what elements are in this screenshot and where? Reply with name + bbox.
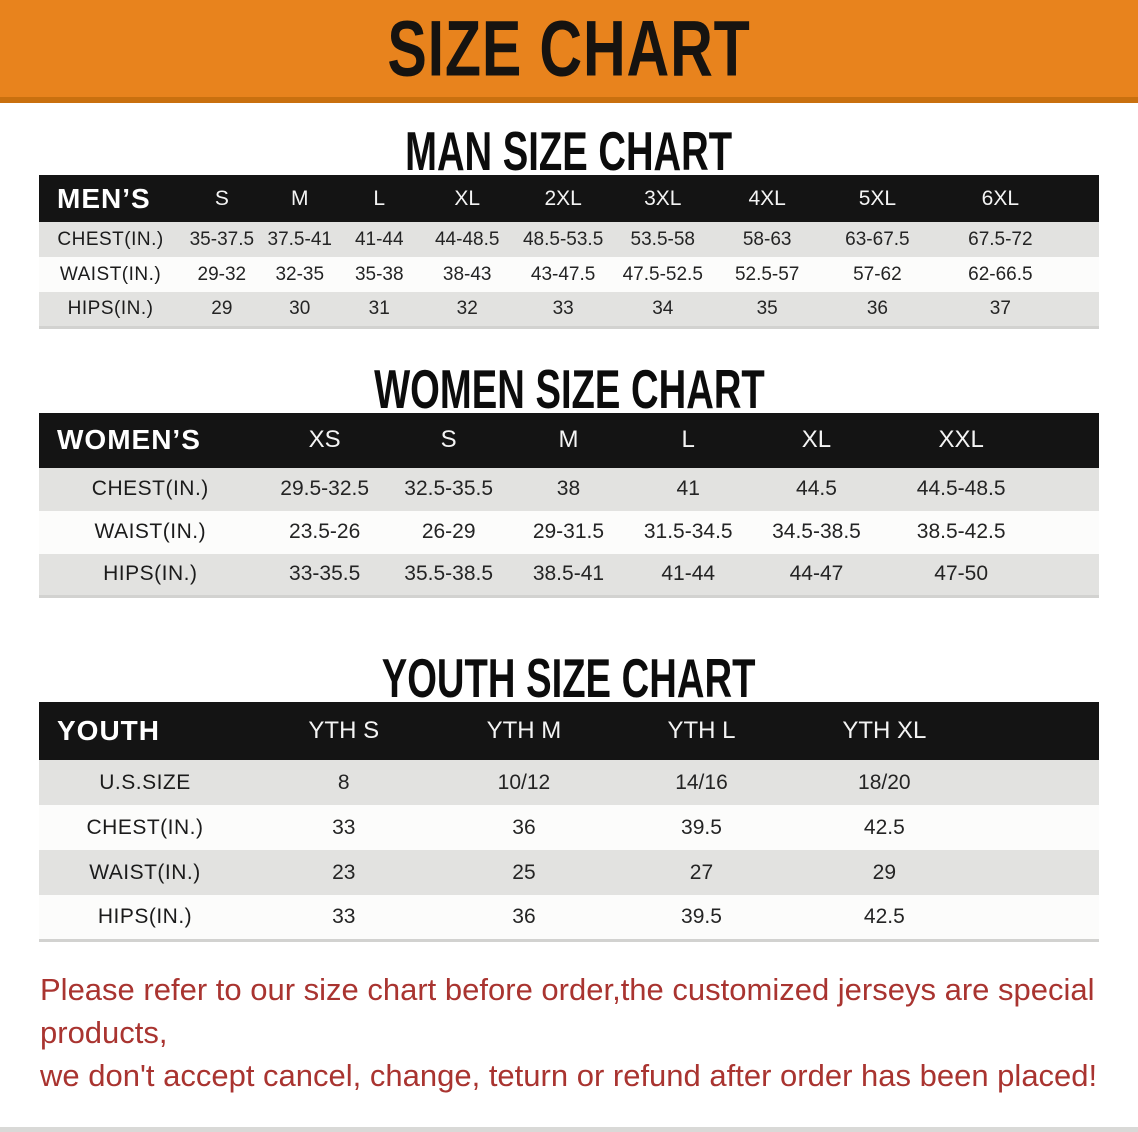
cell: 67.5-72 [968, 228, 1033, 250]
cell: 33 [332, 815, 356, 839]
cell: 41-44 [661, 562, 716, 586]
disclaimer-line-2: we don't accept cancel, change, teturn or refund after order has been placed! [40, 1057, 1098, 1093]
cell: 38.5-42.5 [916, 520, 1006, 543]
men-chest-row [39, 222, 1099, 257]
men-section-heading [0, 121, 1138, 183]
cell: 23 [332, 860, 356, 884]
size-column-header: 3XL [644, 186, 682, 210]
cell: 52.5-57 [734, 263, 800, 285]
women-hips-row [39, 554, 1099, 597]
women-chest-row [39, 468, 1099, 511]
cell: 39.5 [681, 815, 722, 839]
row-label: CHEST(IN.) [86, 815, 204, 839]
cell: 10/12 [497, 770, 551, 794]
size-column-header: YTH S [308, 717, 380, 744]
youth-size-table [39, 702, 1099, 942]
size-column-header: 2XL [544, 186, 582, 210]
size-column-header: 5XL [858, 186, 897, 210]
cell: 44.5 [796, 477, 837, 500]
cell: 44-47 [789, 562, 844, 586]
cell: 36 [866, 297, 888, 319]
men-heading-text: MAN SIZE CHART [405, 121, 733, 183]
size-column-header: YTH M [486, 717, 562, 744]
cell: 31 [368, 297, 390, 319]
size-column-header: XL [801, 426, 832, 453]
cell: 8 [337, 770, 350, 794]
row-label: CHEST(IN.) [91, 477, 209, 500]
youth-header-row [39, 702, 1099, 760]
men-waist-row [39, 257, 1099, 292]
spacer-cell [1039, 511, 1099, 554]
size-column-header: XXL [938, 426, 984, 453]
cell: 62-66.5 [968, 263, 1033, 285]
cell: 37 [989, 297, 1011, 319]
youth-heading-text: YOUTH SIZE CHART [382, 648, 756, 710]
cell: 63-67.5 [845, 228, 910, 250]
bottom-edge-strip [0, 1127, 1138, 1132]
spacer-cell [977, 702, 1099, 760]
cell: 43-47.5 [530, 263, 596, 285]
size-column-header: YTH L [667, 717, 736, 744]
cell: 41-44 [354, 228, 404, 250]
cell: 33 [332, 904, 356, 928]
youth-waist-row [39, 850, 1099, 895]
cell: 27 [689, 860, 714, 884]
spacer-cell [1039, 468, 1099, 511]
cell: 34.5-38.5 [772, 520, 861, 543]
women-table-title: WOMEN’S [57, 424, 201, 455]
size-column-header: S [214, 186, 229, 210]
men-table-title: MEN’S [57, 182, 151, 214]
cell: 29 [211, 297, 233, 319]
youth-section-heading [0, 648, 1138, 710]
cell: 38-43 [442, 263, 492, 285]
cell: 38.5-41 [532, 562, 605, 586]
banner-title: SIZE CHART [387, 4, 751, 93]
cell: 32 [456, 297, 478, 319]
youth-ussize-row [39, 760, 1099, 805]
spacer-cell [977, 850, 1099, 895]
cell: 31.5-34.5 [643, 520, 733, 543]
size-column-header: YTH XL [842, 717, 927, 744]
row-label: WAIST(IN.) [94, 520, 207, 543]
cell: 39.5 [681, 904, 722, 928]
banner [0, 0, 1138, 103]
spacer-cell [1067, 292, 1099, 327]
spacer-cell [1039, 413, 1099, 468]
cell: 29-32 [197, 263, 247, 285]
disclaimer-text [40, 968, 1100, 1097]
spacer-cell [1039, 554, 1099, 597]
cell: 26-29 [421, 520, 476, 543]
cell: 29 [872, 860, 896, 884]
size-column-header: M [558, 426, 579, 453]
spacer-cell [977, 805, 1099, 850]
size-column-header: M [291, 186, 309, 210]
spacer-cell [1067, 222, 1099, 257]
cell: 35.5-38.5 [404, 562, 494, 586]
women-section-heading [0, 359, 1138, 420]
row-label: U.S.SIZE [99, 770, 191, 794]
cell: 36 [512, 815, 536, 839]
cell: 41 [676, 477, 700, 500]
cell: 32-35 [275, 263, 325, 285]
cell: 14/16 [675, 770, 728, 794]
row-label: WAIST(IN.) [89, 860, 201, 884]
size-column-header: XL [454, 186, 481, 210]
size-column-header: S [440, 426, 457, 453]
cell: 58-63 [742, 228, 792, 250]
size-column-header: 6XL [981, 186, 1020, 210]
cell: 33-35.5 [289, 562, 361, 586]
youth-chest-row [39, 805, 1099, 850]
spacer-cell [1067, 257, 1099, 292]
cell: 34 [652, 297, 674, 319]
cell: 38 [556, 477, 581, 500]
men-size-table [39, 175, 1099, 329]
size-column-header: XS [308, 426, 341, 453]
cell: 29-31.5 [532, 520, 605, 543]
cell: 37.5-41 [267, 228, 332, 250]
row-label: HIPS(IN.) [103, 562, 198, 586]
cell: 53.5-58 [630, 228, 695, 250]
women-waist-row [39, 511, 1099, 554]
disclaimer-line-1: Please refer to our size chart before order,the customized jerseys are special products, [40, 971, 1095, 1050]
size-column-header: L [681, 426, 695, 453]
youth-hips-row [39, 895, 1099, 940]
cell: 47.5-52.5 [622, 263, 703, 285]
cell: 35-38 [354, 263, 404, 285]
cell: 35 [756, 297, 778, 319]
row-label: HIPS(IN.) [97, 904, 193, 928]
cell: 57-62 [853, 263, 902, 285]
cell: 44.5-48.5 [916, 477, 1006, 500]
cell: 42.5 [863, 904, 905, 928]
cell: 36 [512, 904, 536, 928]
cell: 48.5-53.5 [522, 228, 604, 250]
row-label: HIPS(IN.) [67, 297, 154, 319]
spacer-cell [977, 760, 1099, 805]
women-heading-text: WOMEN SIZE CHART [373, 359, 765, 420]
cell: 18/20 [858, 770, 911, 794]
spacer-cell [1067, 175, 1099, 222]
row-label: WAIST(IN.) [59, 263, 162, 285]
cell: 44-48.5 [434, 228, 500, 250]
cell: 42.5 [863, 815, 905, 839]
men-hips-row [39, 292, 1099, 327]
cell: 35-37.5 [189, 228, 255, 250]
youth-table-title: YOUTH [57, 715, 160, 746]
row-label: CHEST(IN.) [57, 228, 164, 250]
size-column-header: 4XL [748, 186, 786, 210]
cell: 33 [552, 297, 574, 319]
cell: 23.5-26 [289, 520, 361, 543]
spacer-cell [977, 895, 1099, 940]
women-header-row [39, 413, 1099, 468]
women-size-table [39, 413, 1099, 599]
cell: 25 [512, 860, 536, 884]
cell: 32.5-35.5 [404, 477, 494, 500]
cell: 47-50 [934, 562, 989, 586]
cell: 30 [289, 297, 311, 319]
cell: 29.5-32.5 [280, 477, 370, 500]
size-column-header: L [373, 186, 386, 210]
